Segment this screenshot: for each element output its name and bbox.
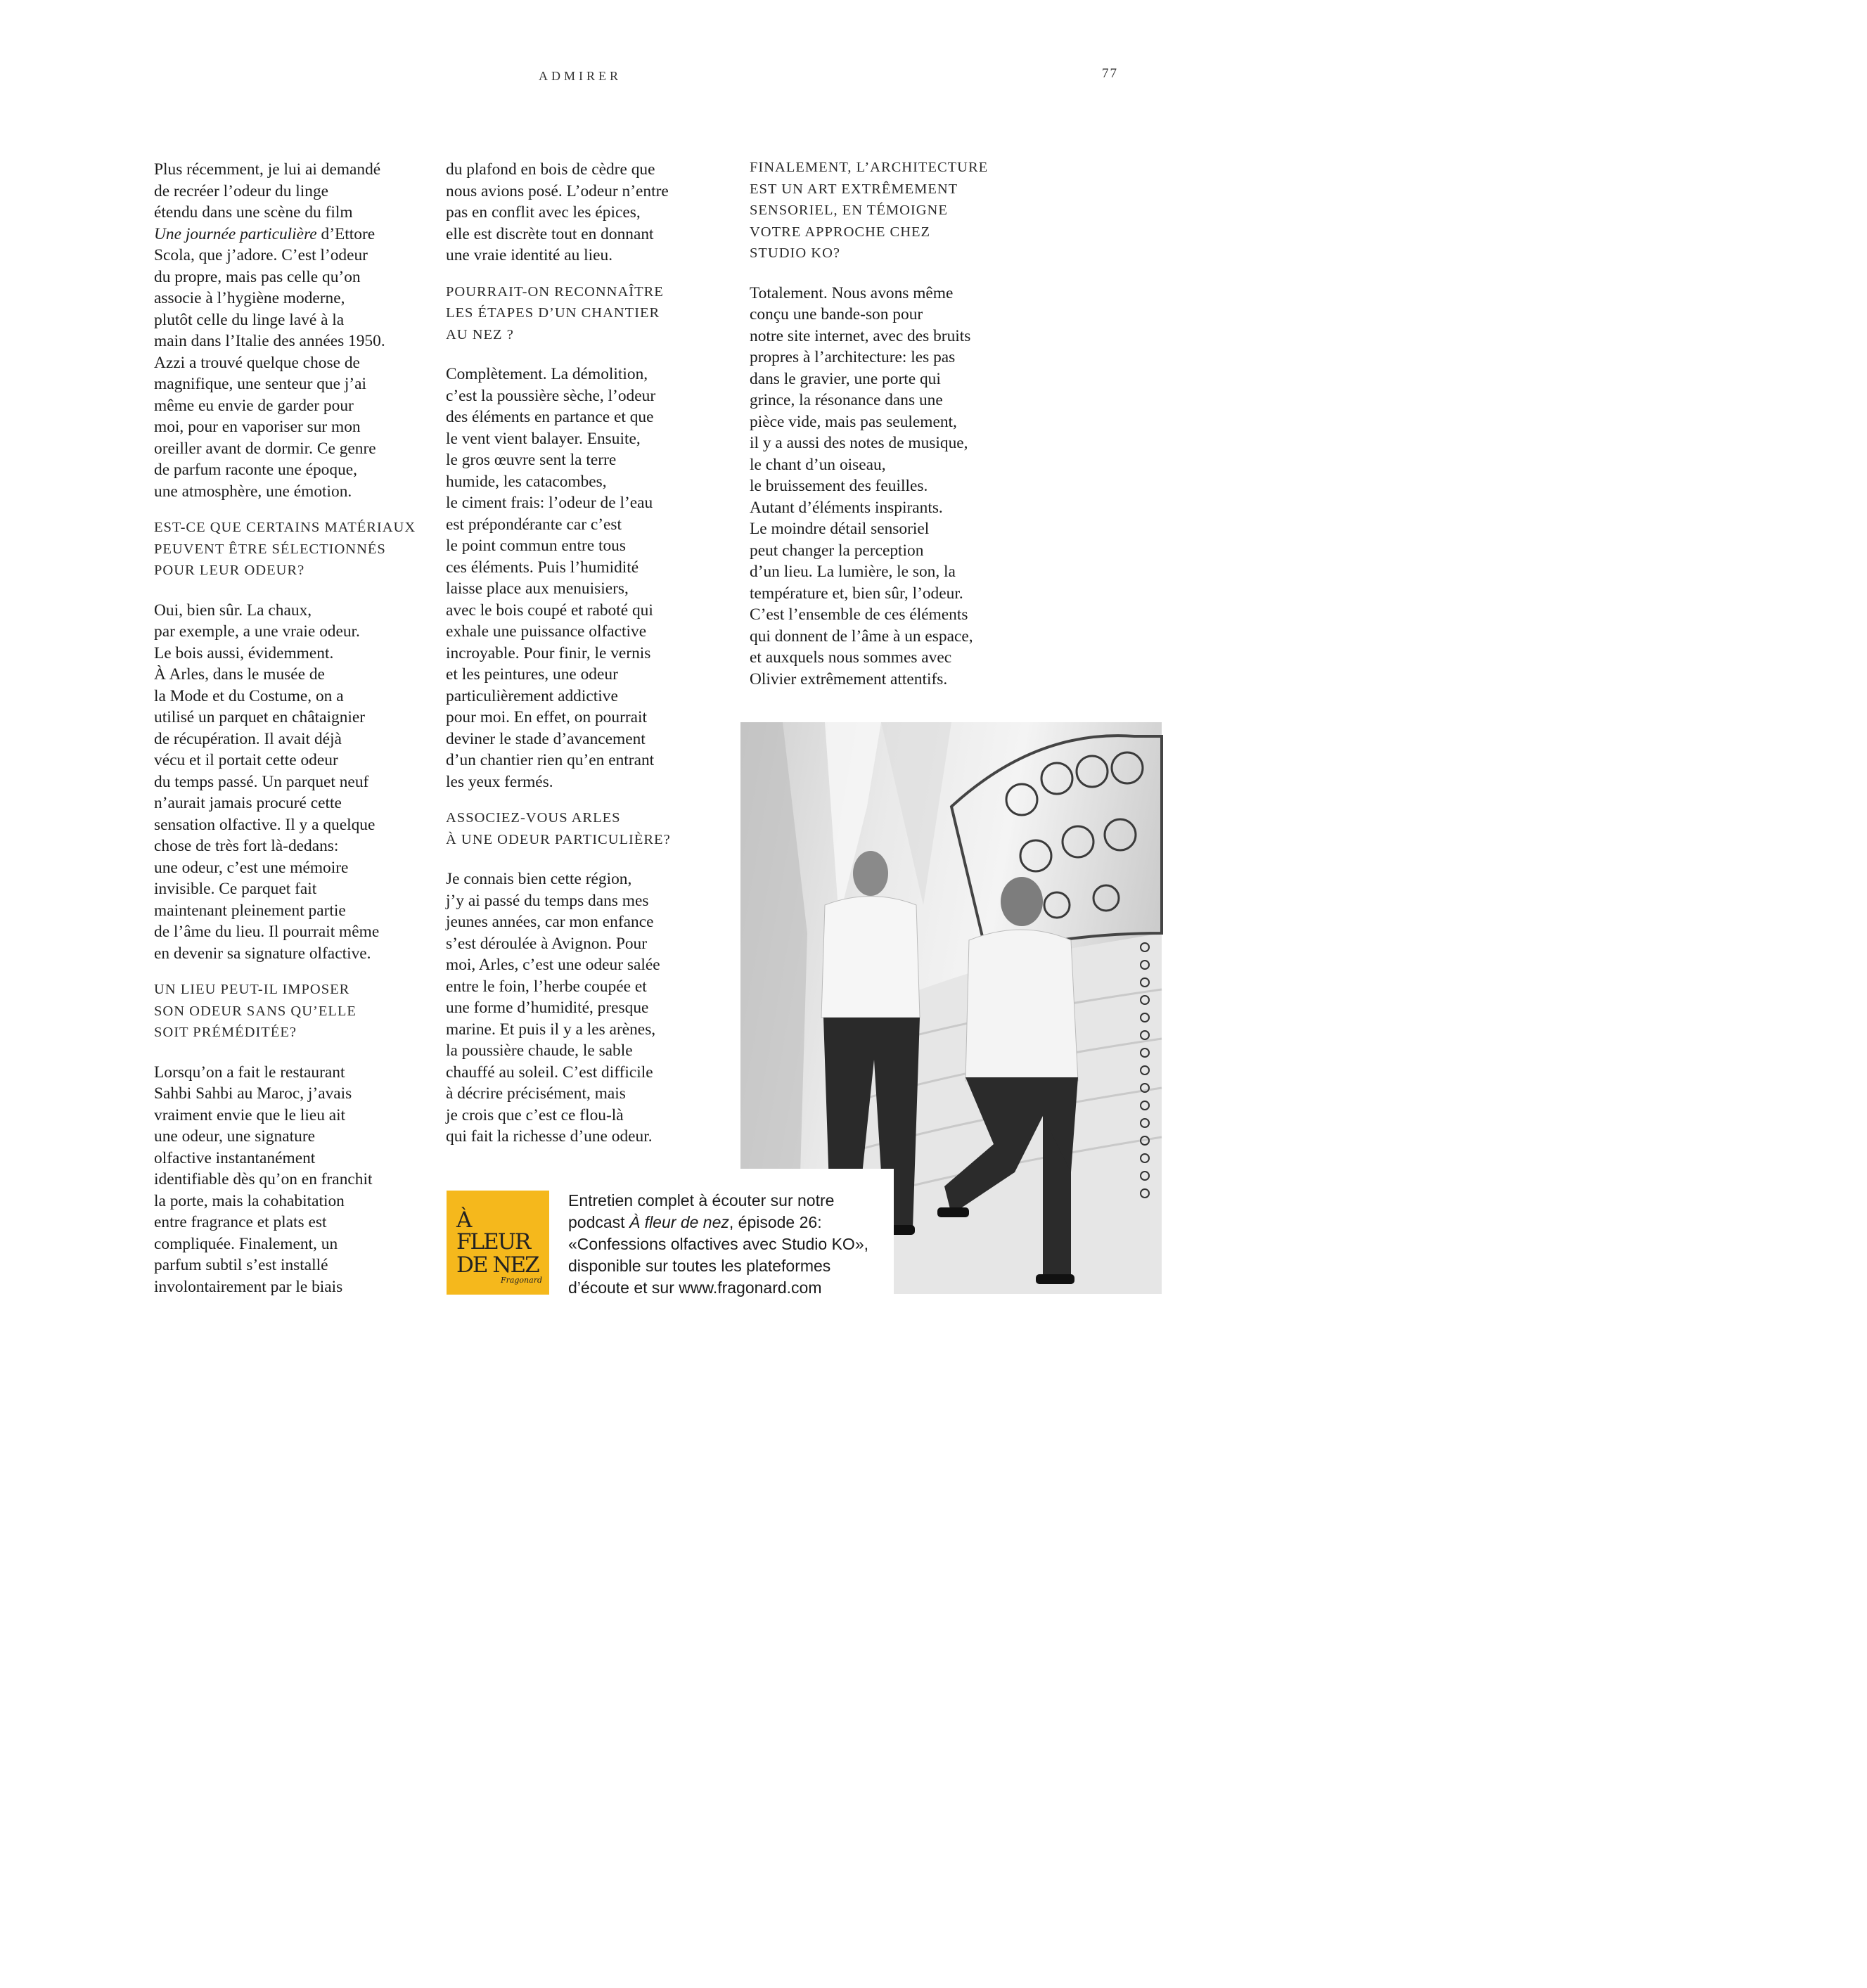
text-line: maintenant pleinement partie bbox=[154, 901, 346, 920]
text-line: SON ODEUR SANS QU’ELLE bbox=[154, 1003, 357, 1019]
text-line: chauffé au soleil. C’est difficile bbox=[446, 1063, 653, 1082]
text-line: Complètement. La démolition, bbox=[446, 365, 648, 383]
text-line: en devenir sa signature olfactive. bbox=[154, 944, 371, 963]
text-line: grince, la résonance dans une bbox=[750, 391, 943, 409]
photo-credit: @Hervé Hôte bbox=[1852, 1906, 1866, 1988]
text-line: vraiment envie que le lieu ait bbox=[154, 1105, 346, 1124]
text-line: s’est déroulée à Avignon. Pour bbox=[446, 934, 648, 953]
text-line: STUDIO KO? bbox=[750, 245, 840, 261]
text-line: d’un chantier rien qu’en entrant bbox=[446, 751, 655, 769]
column-2 bbox=[446, 159, 713, 1162]
text-line: vécu et il portait cette odeur bbox=[154, 751, 338, 769]
answer-paragraph bbox=[154, 1062, 424, 1298]
text-line: Le moindre détail sensoriel bbox=[750, 520, 930, 538]
text-line: Je connais bien cette région, bbox=[446, 870, 632, 888]
text-line: SENSORIEL, EN TÉMOIGNE bbox=[750, 203, 948, 218]
text-line: moi, Arles, c’est une odeur salée bbox=[446, 956, 660, 974]
text-line: elle est discrète tout en donnant bbox=[446, 224, 654, 243]
podcast-text-line: «Confessions olfactives avec Studio KO», bbox=[568, 1235, 869, 1253]
answer-paragraph bbox=[154, 159, 424, 502]
text-line: À Arles, dans le musée de bbox=[154, 665, 325, 684]
text-line: dans le gravier, une porte qui bbox=[750, 369, 941, 388]
podcast-text-line: d’écoute et sur www.fragonard.com bbox=[568, 1278, 822, 1297]
text-line: des éléments en partance et que bbox=[446, 408, 654, 426]
text-line: pièce vide, mais pas seulement, bbox=[750, 412, 957, 431]
question-heading bbox=[446, 807, 713, 850]
text-line: le vent vient balayer. Ensuite, bbox=[446, 429, 641, 448]
text-line: à décrire précisément, mais bbox=[446, 1084, 626, 1103]
text-line: À UNE ODEUR PARTICULIÈRE? bbox=[446, 831, 671, 847]
text-line: avec le bois coupé et raboté qui bbox=[446, 601, 653, 620]
text-line: le ciment frais: l’odeur de l’eau bbox=[446, 494, 653, 512]
text-line: EST UN ART EXTRÊMEMENT bbox=[750, 181, 958, 197]
answer-paragraph bbox=[154, 600, 424, 965]
text-line: qui donnent de l’âme à un espace, bbox=[750, 627, 973, 646]
text-line: particulièrement addictive bbox=[446, 686, 618, 705]
question-heading bbox=[446, 281, 713, 346]
text-line: ASSOCIEZ-VOUS ARLES bbox=[446, 810, 621, 826]
text-line: la poussière chaude, le sable bbox=[446, 1041, 633, 1060]
text-line: la porte, mais la cohabitation bbox=[154, 1191, 345, 1210]
text-line: moi, pour en vaporiser sur mon bbox=[154, 418, 361, 436]
text-line: une atmosphère, une émotion. bbox=[154, 482, 352, 501]
text-line: plutôt celle du linge lavé à la bbox=[154, 310, 345, 329]
text-line: est prépondérante car c’est bbox=[446, 515, 622, 534]
text-line: magnifique, une senteur que j’ai bbox=[154, 375, 367, 393]
text-line: Scola, que j’adore. C’est l’odeur bbox=[154, 246, 368, 264]
text-line: le chant d’un oiseau, bbox=[750, 455, 886, 474]
text-line: le point commun entre tous bbox=[446, 537, 626, 555]
answer-paragraph bbox=[446, 159, 713, 267]
question-heading bbox=[154, 979, 424, 1044]
text-line: le bruissement des feuilles. bbox=[750, 477, 928, 495]
text-line: les yeux fermés. bbox=[446, 772, 553, 791]
text-line: une forme d’humidité, presque bbox=[446, 999, 649, 1017]
question-heading bbox=[154, 517, 424, 582]
text-line: d’un lieu. La lumière, le son, la bbox=[750, 563, 956, 581]
text-line: et les peintures, une odeur bbox=[446, 665, 618, 684]
text-line: FINALEMENT, L’ARCHITECTURE bbox=[750, 160, 989, 175]
text-line: il y a aussi des notes de musique, bbox=[750, 434, 968, 452]
text-line: incroyable. Pour finir, le vernis bbox=[446, 643, 651, 662]
text-line: chose de très fort là-dedans: bbox=[154, 837, 339, 855]
text-line: n’aurait jamais procuré cette bbox=[154, 794, 342, 812]
page-number: 77 bbox=[1102, 66, 1118, 81]
text-line: Autant d’éléments inspirants. bbox=[750, 498, 943, 517]
text-line: marine. Et puis il y a les arènes, bbox=[446, 1020, 656, 1039]
text-line: qui fait la richesse d’une odeur. bbox=[446, 1127, 653, 1146]
running-head-section: ADMIRER bbox=[538, 69, 622, 83]
text-line: le gros œuvre sent la terre bbox=[446, 451, 617, 469]
text-line: humide, les catacombes, bbox=[446, 472, 607, 491]
text-line: entre le foin, l’herbe coupée et bbox=[446, 977, 647, 996]
text-line: oreiller avant de dormir. Ce genre bbox=[154, 439, 376, 458]
text-line: Lorsqu’on a fait le restaurant bbox=[154, 1063, 345, 1082]
podcast-logo-line3: DE NEZ bbox=[456, 1252, 539, 1278]
text-line: peut changer la perception bbox=[750, 541, 924, 560]
text-line: une odeur, c’est une mémoire bbox=[154, 858, 349, 877]
text-line: Oui, bien sûr. La chaux, bbox=[154, 601, 312, 620]
podcast-logo bbox=[447, 1191, 549, 1295]
text-line: par exemple, a une vraie odeur. bbox=[154, 622, 360, 641]
text-line: VOTRE APPROCHE CHEZ bbox=[750, 224, 931, 240]
text-line: du propre, mais pas celle qu’on bbox=[154, 267, 361, 286]
text-line: pas en conflit avec les épices, bbox=[446, 203, 641, 222]
text-line: jeunes années, car mon enfance bbox=[446, 913, 654, 931]
column-3 bbox=[750, 154, 1024, 705]
text-line: involontairement par le biais bbox=[154, 1277, 343, 1296]
text-line: Sahbi Sahbi au Maroc, j’avais bbox=[154, 1084, 352, 1103]
text-line: c’est la poussière sèche, l’odeur bbox=[446, 386, 656, 405]
podcast-logo-brand: Fragonard bbox=[500, 1276, 542, 1285]
text-line: utilisé un parquet en châtaignier bbox=[154, 708, 366, 726]
text-line: pour moi. En effet, on pourrait bbox=[446, 708, 648, 726]
text-line: laisse place aux menuisiers, bbox=[446, 579, 629, 598]
text-line: POURRAIT-ON RECONNAÎTRE bbox=[446, 283, 664, 300]
text-line: même eu envie de garder pour bbox=[154, 396, 354, 415]
text-line: SOIT PRÉMÉDITÉE? bbox=[154, 1025, 297, 1040]
text-line: Plus récemment, je lui ai demandé bbox=[154, 160, 381, 179]
text-line: associe à l’hygiène moderne, bbox=[154, 289, 345, 307]
text-line: du temps passé. Un parquet neuf bbox=[154, 772, 369, 791]
answer-paragraph bbox=[750, 283, 1024, 691]
text-line: EST-CE QUE CERTAINS MATÉRIAUX bbox=[154, 520, 416, 535]
text-line: identifiable dès qu’on en franchit bbox=[154, 1170, 373, 1188]
text-line: parfum subtil s’est installé bbox=[154, 1256, 328, 1274]
text-line: LES ÉTAPES D’UN CHANTIER bbox=[446, 305, 660, 321]
text-line: étendu dans une scène du film bbox=[154, 203, 353, 222]
text-line: nous avions posé. L’odeur n’entre bbox=[446, 181, 669, 200]
text-line: compliquée. Finalement, un bbox=[154, 1234, 338, 1253]
text-line: propres à l’architecture: les pas bbox=[750, 348, 956, 366]
text-line: de récupération. Il avait déjà bbox=[154, 729, 342, 748]
podcast-logo-line2: FLEUR bbox=[456, 1229, 530, 1255]
text-line: entre fragrance et plats est bbox=[154, 1213, 327, 1231]
text-line: Totalement. Nous avons même bbox=[750, 283, 954, 302]
text-line: UN LIEU PEUT-IL IMPOSER bbox=[154, 982, 350, 997]
text-line: exhale une puissance olfactive bbox=[446, 622, 647, 641]
text-line: et auxquels nous sommes avec bbox=[750, 648, 952, 667]
column-1 bbox=[154, 159, 424, 1312]
text-line: deviner le stade d’avancement bbox=[446, 729, 646, 748]
text-line: olfactive instantanément bbox=[154, 1148, 316, 1167]
text-line: Azzi a trouvé quelque chose de bbox=[154, 353, 360, 372]
text-line: du plafond en bois de cèdre que bbox=[446, 160, 655, 179]
text-line: je crois que c’est ce flou-là bbox=[446, 1105, 624, 1124]
text-line: la Mode et du Costume, on a bbox=[154, 686, 344, 705]
text-line: Une journée particulière d’Ettore bbox=[154, 224, 376, 243]
text-line: POUR LEUR ODEUR? bbox=[154, 563, 305, 578]
text-line: température et, bien sûr, l’odeur. bbox=[750, 584, 963, 603]
podcast-logo-line1: À bbox=[456, 1207, 471, 1233]
text-line: Le bois aussi, évidemment. bbox=[154, 643, 334, 662]
text-line: notre site internet, avec des bruits bbox=[750, 326, 971, 345]
text-line: AU NEZ ? bbox=[446, 326, 514, 342]
podcast-description bbox=[568, 1190, 885, 1299]
text-line: j’y ai passé du temps dans mes bbox=[446, 891, 649, 910]
text-line: C’est l’ensemble de ces éléments bbox=[750, 605, 968, 624]
answer-paragraph bbox=[446, 364, 713, 793]
podcast-text-line: Entretien complet à écouter sur notre bbox=[568, 1191, 835, 1210]
text-line: main dans l’Italie des années 1950. bbox=[154, 332, 385, 350]
text-line: de recréer l’odeur du linge bbox=[154, 181, 329, 200]
text-line: conçu une bande-son pour bbox=[750, 305, 923, 323]
answer-paragraph bbox=[446, 868, 713, 1148]
text-line: de parfum raconte une époque, bbox=[154, 461, 358, 479]
question-heading bbox=[750, 157, 1024, 264]
text-line: ces éléments. Puis l’humidité bbox=[446, 558, 639, 577]
text-line: une vraie identité au lieu. bbox=[446, 246, 613, 264]
text-line: sensation olfactive. Il y a quelque bbox=[154, 815, 376, 834]
podcast-text-line: podcast À fleur de nez, épisode 26: bbox=[568, 1213, 822, 1231]
text-line: invisible. Ce parquet fait bbox=[154, 880, 317, 898]
podcast-text-line: disponible sur toutes les plateformes bbox=[568, 1257, 831, 1275]
text-line: Olivier extrêmement attentifs. bbox=[750, 669, 948, 688]
text-line: une odeur, une signature bbox=[154, 1127, 315, 1146]
text-line: PEUVENT ÊTRE SÉLECTIONNÉS bbox=[154, 541, 386, 557]
text-line: de l’âme du lieu. Il pourrait même bbox=[154, 923, 380, 941]
